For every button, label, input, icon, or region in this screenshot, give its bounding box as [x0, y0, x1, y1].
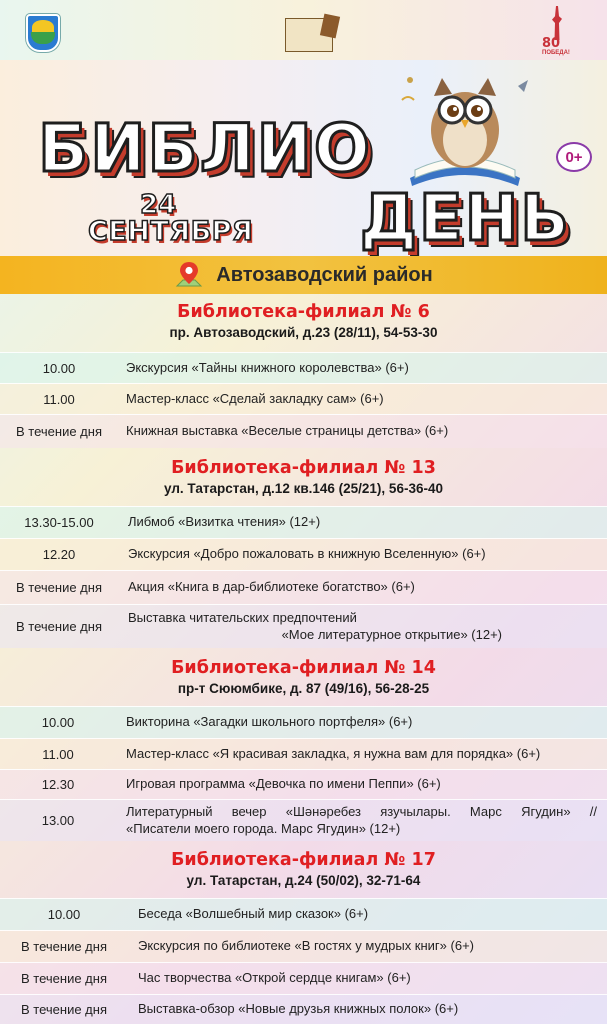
- event-row: [0, 506, 607, 538]
- event-text: Экскурсия «Тайны книжного королевства» (6+): [126, 359, 409, 375]
- event-date-month: СЕНТЯБРЯ: [88, 216, 254, 247]
- event-time: 11.00: [42, 746, 74, 762]
- event-text: [116, 804, 607, 838]
- event-time: 12.20: [42, 547, 76, 562]
- logos-strip: [0, 0, 607, 60]
- branch-title: Библиотека-филиал № 6: [177, 302, 430, 322]
- location-pin-icon: [174, 260, 204, 290]
- district-bar: [0, 256, 607, 294]
- event-time: В течение дня: [16, 619, 102, 634]
- event-text: Выставка-обзор «Новые друзья книжных полок» (6+): [138, 1001, 459, 1017]
- event-text: Либмоб «Визитка чтения» (12+): [128, 514, 321, 530]
- age-rating-badge: 0+: [556, 142, 592, 172]
- event-time: В течение дня: [16, 580, 102, 595]
- branch-title: Библиотека-филиал № 13: [171, 458, 436, 478]
- event-date-day: 24: [140, 190, 177, 220]
- branch-address: пр-т Сююмбике, д. 87 (49/16), 56-28-25: [177, 681, 430, 696]
- event-row: [0, 538, 607, 570]
- event-text: Акция «Книга в дар-библиотеке богатство» (6+): [128, 579, 415, 595]
- branch-address: ул. Татарстан, д.12 кв.146 (25/21), 56-36-40: [164, 481, 443, 496]
- event-text: Книжная выставка «Веселые страницы детства» (6+): [126, 423, 449, 439]
- event-time: В течение дня: [16, 424, 102, 439]
- victory-80-logo-icon: 80 ПОБЕДА!: [540, 6, 574, 58]
- city-emblem-icon: [26, 14, 60, 52]
- event-row: [0, 898, 607, 930]
- branch-header: [0, 302, 607, 340]
- branch-header: [0, 458, 607, 496]
- event-time: 10.00: [42, 360, 76, 376]
- hero-banner: [0, 60, 607, 256]
- event-time: В течение дня: [21, 939, 107, 954]
- event-text: Час творчества «Открой сердце книгам» (6+): [138, 970, 411, 986]
- event-row: [0, 738, 607, 769]
- event-time: 10.00: [41, 715, 75, 730]
- title-word-biblio: БИБЛИО: [38, 110, 373, 187]
- event-text: Мастер-класс «Я красивая закладка, я нужна вам для порядка» (6+): [126, 745, 541, 761]
- event-time: 12.30: [41, 777, 75, 792]
- event-row: [0, 962, 607, 994]
- event-row: [0, 799, 607, 841]
- event-row: [0, 604, 607, 648]
- event-time: 13.00: [41, 813, 75, 828]
- branch-address: ул. Татарстан, д.24 (50/02), 32-71-64: [186, 873, 421, 888]
- event-text: Экскурсия «Добро пожаловать в книжную Вселенную» (6+): [128, 546, 486, 562]
- branch-title: Библиотека-филиал № 17: [171, 850, 436, 870]
- event-time: 13.30-15.00: [24, 515, 94, 530]
- event-text: Викторина «Загадки школьного портфеля» (6+): [126, 714, 413, 730]
- owl-reading-icon: [390, 60, 540, 190]
- event-text-line1: Литературный вечер «Шәнәребез язучылары. Марс Ягудин» //: [126, 803, 597, 819]
- event-row: [0, 570, 607, 604]
- branch-header: [0, 658, 607, 696]
- event-row: [0, 352, 607, 383]
- branch-title: Библиотека-филиал № 14: [171, 658, 436, 678]
- event-row: [0, 706, 607, 738]
- event-text: [118, 610, 607, 644]
- library-logo-icon: [285, 18, 333, 52]
- branch-address: пр. Автозаводский, д.23 (28/11), 54-53-30: [169, 325, 438, 340]
- event-text: Игровая программа «Девочка по имени Пеппи» (6+): [126, 776, 441, 792]
- event-text: Мастер-класс «Сделай закладку сам» (6+): [126, 390, 384, 406]
- event-row: [0, 930, 607, 962]
- event-text: Беседа «Волшебный мир сказок» (6+): [138, 906, 369, 922]
- event-time: 11.00: [43, 391, 75, 407]
- event-text: Экскурсия по библиотеке «В гостях у мудрых книг» (6+): [138, 938, 474, 954]
- district-name: Автозаводский район: [216, 263, 433, 286]
- event-text-line2: «Писатели моего города. Марс Ягудин» (12+): [126, 820, 401, 836]
- event-time: В течение дня: [21, 1002, 107, 1017]
- event-time: В течение дня: [21, 971, 107, 986]
- branch-header: [0, 850, 607, 888]
- event-row: [0, 414, 607, 448]
- title-word-den: ДЕНЬ: [360, 182, 572, 256]
- event-text-line2: «Мое литературное открытие» (12+): [281, 626, 502, 642]
- event-row: [0, 383, 607, 414]
- event-row: [0, 769, 607, 799]
- event-row: [0, 994, 607, 1024]
- event-time: 10.00: [47, 907, 81, 922]
- event-text-line1: Выставка читательских предпочтений: [128, 609, 357, 625]
